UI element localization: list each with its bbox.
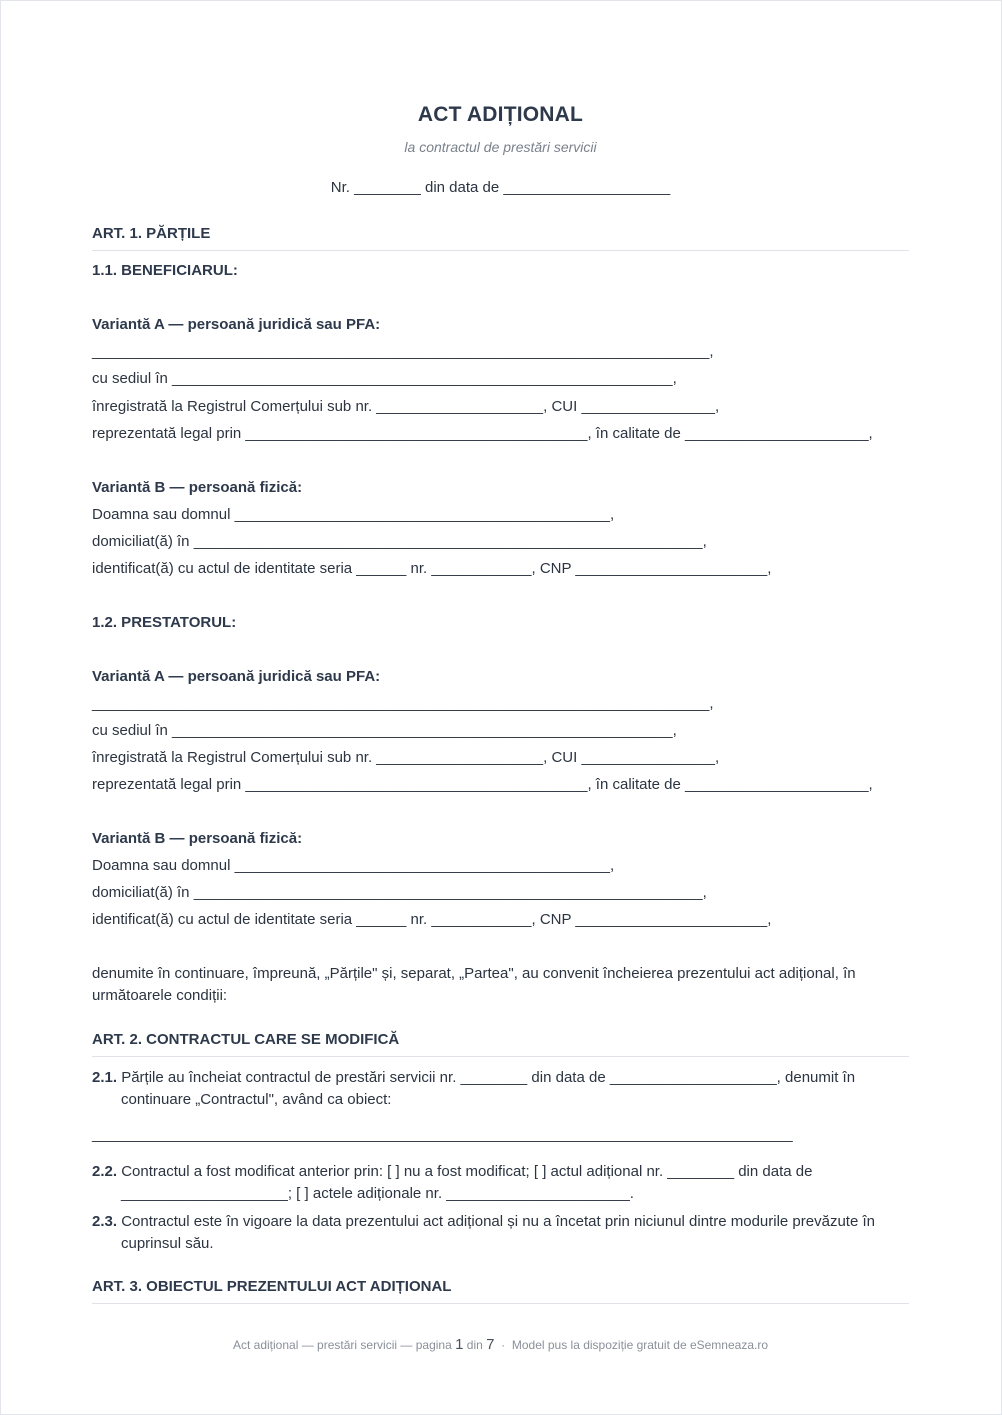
prestator-varB-heading: Variantă B — persoană fizică: [92,830,303,847]
beneficiar-varB-heading: Variantă B — persoană fizică: [92,479,303,496]
beneficiar-varB-line: Doamna sau domnul _____________________________________________, [92,506,615,523]
footer-separator: · [501,1338,506,1352]
beneficiar-varB-line: identificat(ă) cu actul de identitate seria ______ nr. ____________, CNP _______________________, [92,560,772,577]
prestator-varA-line: __________________________________________________________________________, [92,695,714,712]
beneficiar-varA-line: __________________________________________________________________________, [92,343,714,360]
page-footer [92,1336,909,1353]
footer-credit: Model pus la dispoziție gratuit de eSemneaza.ro [511,1338,768,1352]
document-subtitle: la contractul de prestări servicii [404,139,597,155]
art3-rule [92,1303,909,1304]
clause-number: 2.3. [92,1213,118,1230]
footer-page-total: 7 [486,1336,495,1353]
object-blank-line: ____________________________________________________________________________________ [92,1126,793,1143]
art2-heading: ART. 2. CONTRACTUL CARE SE MODIFICĂ [92,1031,400,1048]
art3-heading: ART. 3. OBIECTUL PREZENTULUI ACT ADIȚIONAL [92,1278,452,1295]
clause-number: 2.2. [92,1163,118,1180]
art1-heading: ART. 1. PĂRȚILE [92,225,211,242]
prestator-varA-line: înregistrată la Registrul Comerțului sub nr. ____________________, CUI ________________, [92,749,720,766]
art2-rule [92,1056,909,1057]
prestator-varB-line: domiciliat(ă) în _____________________________________________________________, [92,884,707,901]
footer-page-number: 1 [455,1336,464,1353]
number-date-line: Nr. ________ din data de ____________________ [330,179,671,196]
clause-text: Contractul este în vigoare la data prezentului act adițional și nu a încetat prin niciunul dintre modurile prevăzute în cuprinsul său. [121,1213,875,1252]
prestator-varB-line: identificat(ă) cu actul de identitate seria ______ nr. ____________, CNP _______________________, [92,911,772,928]
beneficiar-varA-line: înregistrată la Registrul Comerțului sub nr. ____________________, CUI ________________, [92,398,720,415]
beneficiar-varA-line: cu sediul în ____________________________________________________________, [92,370,677,387]
clause-2-3 [92,1211,909,1255]
clause-text: Contractul a fost modificat anterior prin: [ ] nu a fost modificat; [ ] actul adițional nr. ________ din data de ____________________; [ ] actele adiționale nr. ______________________. [121,1163,813,1202]
prestator-varA-heading: Variantă A — persoană juridică sau PFA: [92,668,381,685]
clause-text: Părțile au încheiat contractul de prestări servicii nr. ________ din data de ____________________, denumit în continuare „Contractul", având ca obiect: [121,1069,856,1108]
art1-rule [92,250,909,251]
clause-number: 2.1. [92,1069,118,1086]
beneficiar-varB-line: domiciliat(ă) în _____________________________________________________________, [92,533,707,550]
footer-label: Act adițional — prestări servicii — pagina [233,1338,452,1352]
prestator-heading: 1.2. PRESTATORUL: [92,614,237,631]
beneficiar-heading: 1.1. BENEFICIARUL: [92,262,238,279]
document-title: ACT ADIȚIONAL [417,103,584,126]
clause-2-2 [92,1161,909,1205]
prestator-varB-line: Doamna sau domnul _____________________________________________, [92,857,615,874]
footer-of: din [466,1338,483,1352]
parties-closing: denumite în continuare, împreună, „Părțile" și, separat, „Partea", au convenit încheierea prezentului act adițional, în următoarele condiții: [92,965,856,1004]
beneficiar-varA-heading: Variantă A — persoană juridică sau PFA: [92,316,381,333]
beneficiar-varA-line: reprezentată legal prin _________________________________________, în calitate de ______________________, [92,425,873,442]
prestator-varA-line: reprezentată legal prin _________________________________________, în calitate de ______________________, [92,776,873,793]
clause-2-1 [92,1067,909,1111]
prestator-varA-line: cu sediul în ____________________________________________________________, [92,722,677,739]
